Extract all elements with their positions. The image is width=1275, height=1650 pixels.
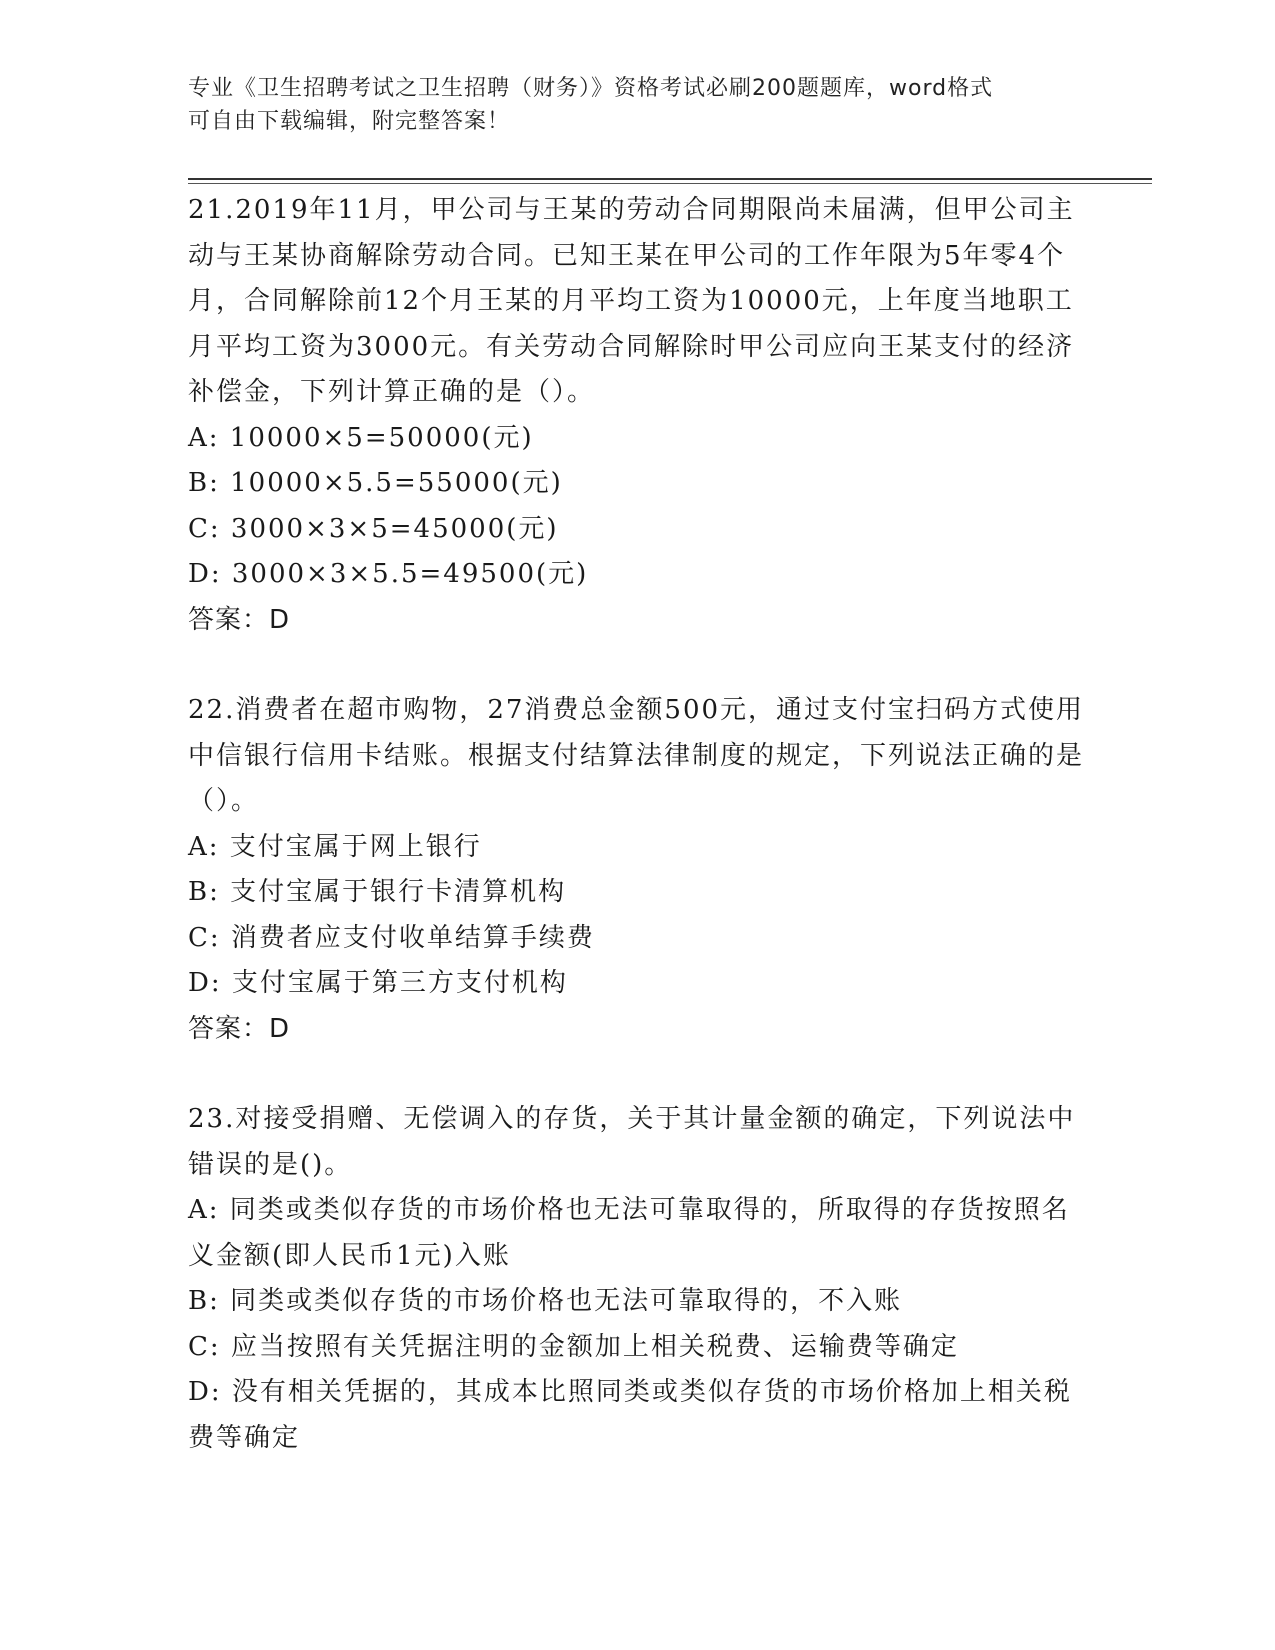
option-d: D: 支付宝属于第三方支付机构 (188, 968, 568, 998)
option-a: A: 10000×5=50000(元) (188, 422, 534, 453)
option-d: D: 没有相关凭据的，其成本比照同类或类似存货的市场价格加上相关税费等确定 (188, 1377, 1072, 1453)
question-list (188, 188, 1088, 1506)
option-a: A: 支付宝属于网上银行 (188, 831, 482, 862)
option-a: A: 同类或类似存货的市场价格也无法可靠取得的，所取得的存货按照名义金额(即人民币1元)入账 (188, 1195, 1070, 1271)
answer-label: 答案：D (188, 604, 291, 635)
option-b: B: 支付宝属于银行卡清算机构 (188, 877, 567, 907)
header-divider-thick (188, 178, 1152, 180)
option-c: C: 应当按照有关凭据注明的金额加上相关税费、运输费等确定 (188, 1331, 959, 1362)
question-21 (188, 188, 1088, 643)
header-divider-thin (188, 183, 1152, 184)
document-header (188, 72, 1088, 138)
question-stem: 21.2019年11月，甲公司与王某的劳动合同期限尚未届满，但甲公司主动与王某协商解除劳动合同。已知王某在甲公司的工作年限为5年零4个月，合同解除前12个月王某的月平均工资为10000元，上年度当地职工月平均工资为3000元。有关劳动合同解除时甲公司应向王某支付的经济补偿金，下列计算正确的是（）。 (188, 195, 1075, 407)
header-title-line2: 可自由下载编辑，附完整答案！ (188, 109, 511, 134)
question-23 (188, 1097, 1088, 1461)
question-22 (188, 688, 1088, 1052)
question-stem: 22.消费者在超市购物，27消费总金额500元，通过支付宝扫码方式使用中信银行信用卡结账。根据支付结算法律制度的规定，下列说法正确的是（）。 (188, 695, 1085, 816)
header-title-line1: 专业《卫生招聘考试之卫生招聘（财务）》资格考试必刷200题题库，word格式 (188, 76, 994, 101)
option-c: C: 消费者应支付收单结算手续费 (188, 922, 595, 953)
option-c: C: 3000×3×5=45000(元) (188, 513, 559, 544)
option-b: B: 10000×5.5=55000(元) (188, 468, 563, 498)
option-d: D: 3000×3×5.5=49500(元) (188, 559, 589, 589)
answer-label: 答案：D (188, 1013, 291, 1044)
option-b: B: 同类或类似存货的市场价格也无法可靠取得的，不入账 (188, 1286, 903, 1316)
question-stem: 23.对接受捐赠、无偿调入的存货，关于其计量金额的确定，下列说法中错误的是()。 (188, 1104, 1076, 1180)
